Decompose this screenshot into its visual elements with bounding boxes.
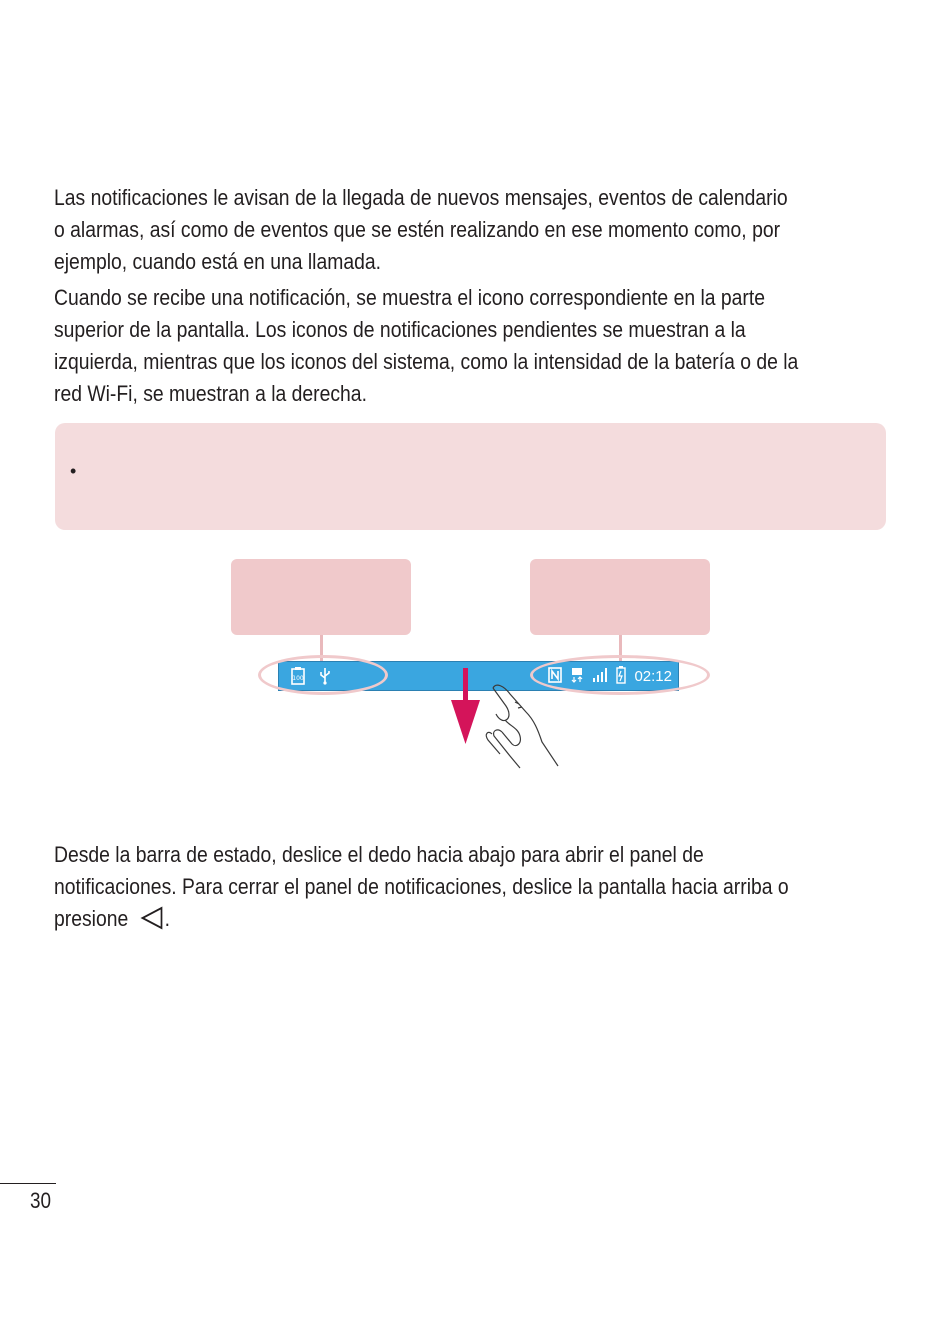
page-number: 30: [30, 1188, 52, 1213]
swipe-paragraph: [54, 839, 893, 939]
text-line: ejemplo, cuando está en una llamada.: [54, 249, 382, 274]
storage-badge: 100: [292, 675, 304, 682]
hand-pointer-icon: [486, 685, 558, 768]
icons-paragraph: [54, 282, 893, 410]
text-fragment-period: .: [164, 906, 170, 931]
text-line: Desde la barra de estado, deslice el dedo hacia abajo para abrir el panel de: [54, 842, 704, 867]
text-line: notificaciones. Para cerrar el panel de notificaciones, deslice la pantalla hacia arriba o: [54, 874, 789, 899]
text-line: izquierda, mientras que los iconos del sistema, como la intensidad de la batería o de la: [54, 349, 799, 374]
system-icons-callout: [530, 559, 710, 635]
note-bullet: •: [70, 461, 77, 481]
back-button-icon: [139, 906, 165, 939]
text-line: Cuando se recibe una notificación, se muestra el icono correspondiente en la parte: [54, 285, 766, 310]
text-line-with-icon: [54, 903, 893, 939]
note-box: [55, 423, 886, 530]
text-fragment: presione: [54, 906, 129, 931]
status-time: 02:12: [634, 668, 672, 685]
arrow-down-icon: [451, 668, 480, 744]
footer-rule: [0, 1183, 56, 1184]
text-line: red Wi-Fi, se muestran a la derecha.: [54, 381, 367, 406]
swipe-down-gesture: [440, 660, 570, 775]
notification-icons-callout: [231, 559, 411, 635]
notification-icons-highlight: [258, 655, 388, 695]
text-line: Las notificaciones le avisan de la llegada de nuevos mensajes, eventos de calendario: [54, 185, 788, 210]
intro-paragraph: [54, 182, 893, 278]
text-line: o alarmas, así como de eventos que se estén realizando en ese momento como, por: [54, 217, 781, 242]
text-line: superior de la pantalla. Los iconos de notificaciones pendientes se muestran a la: [54, 317, 746, 342]
